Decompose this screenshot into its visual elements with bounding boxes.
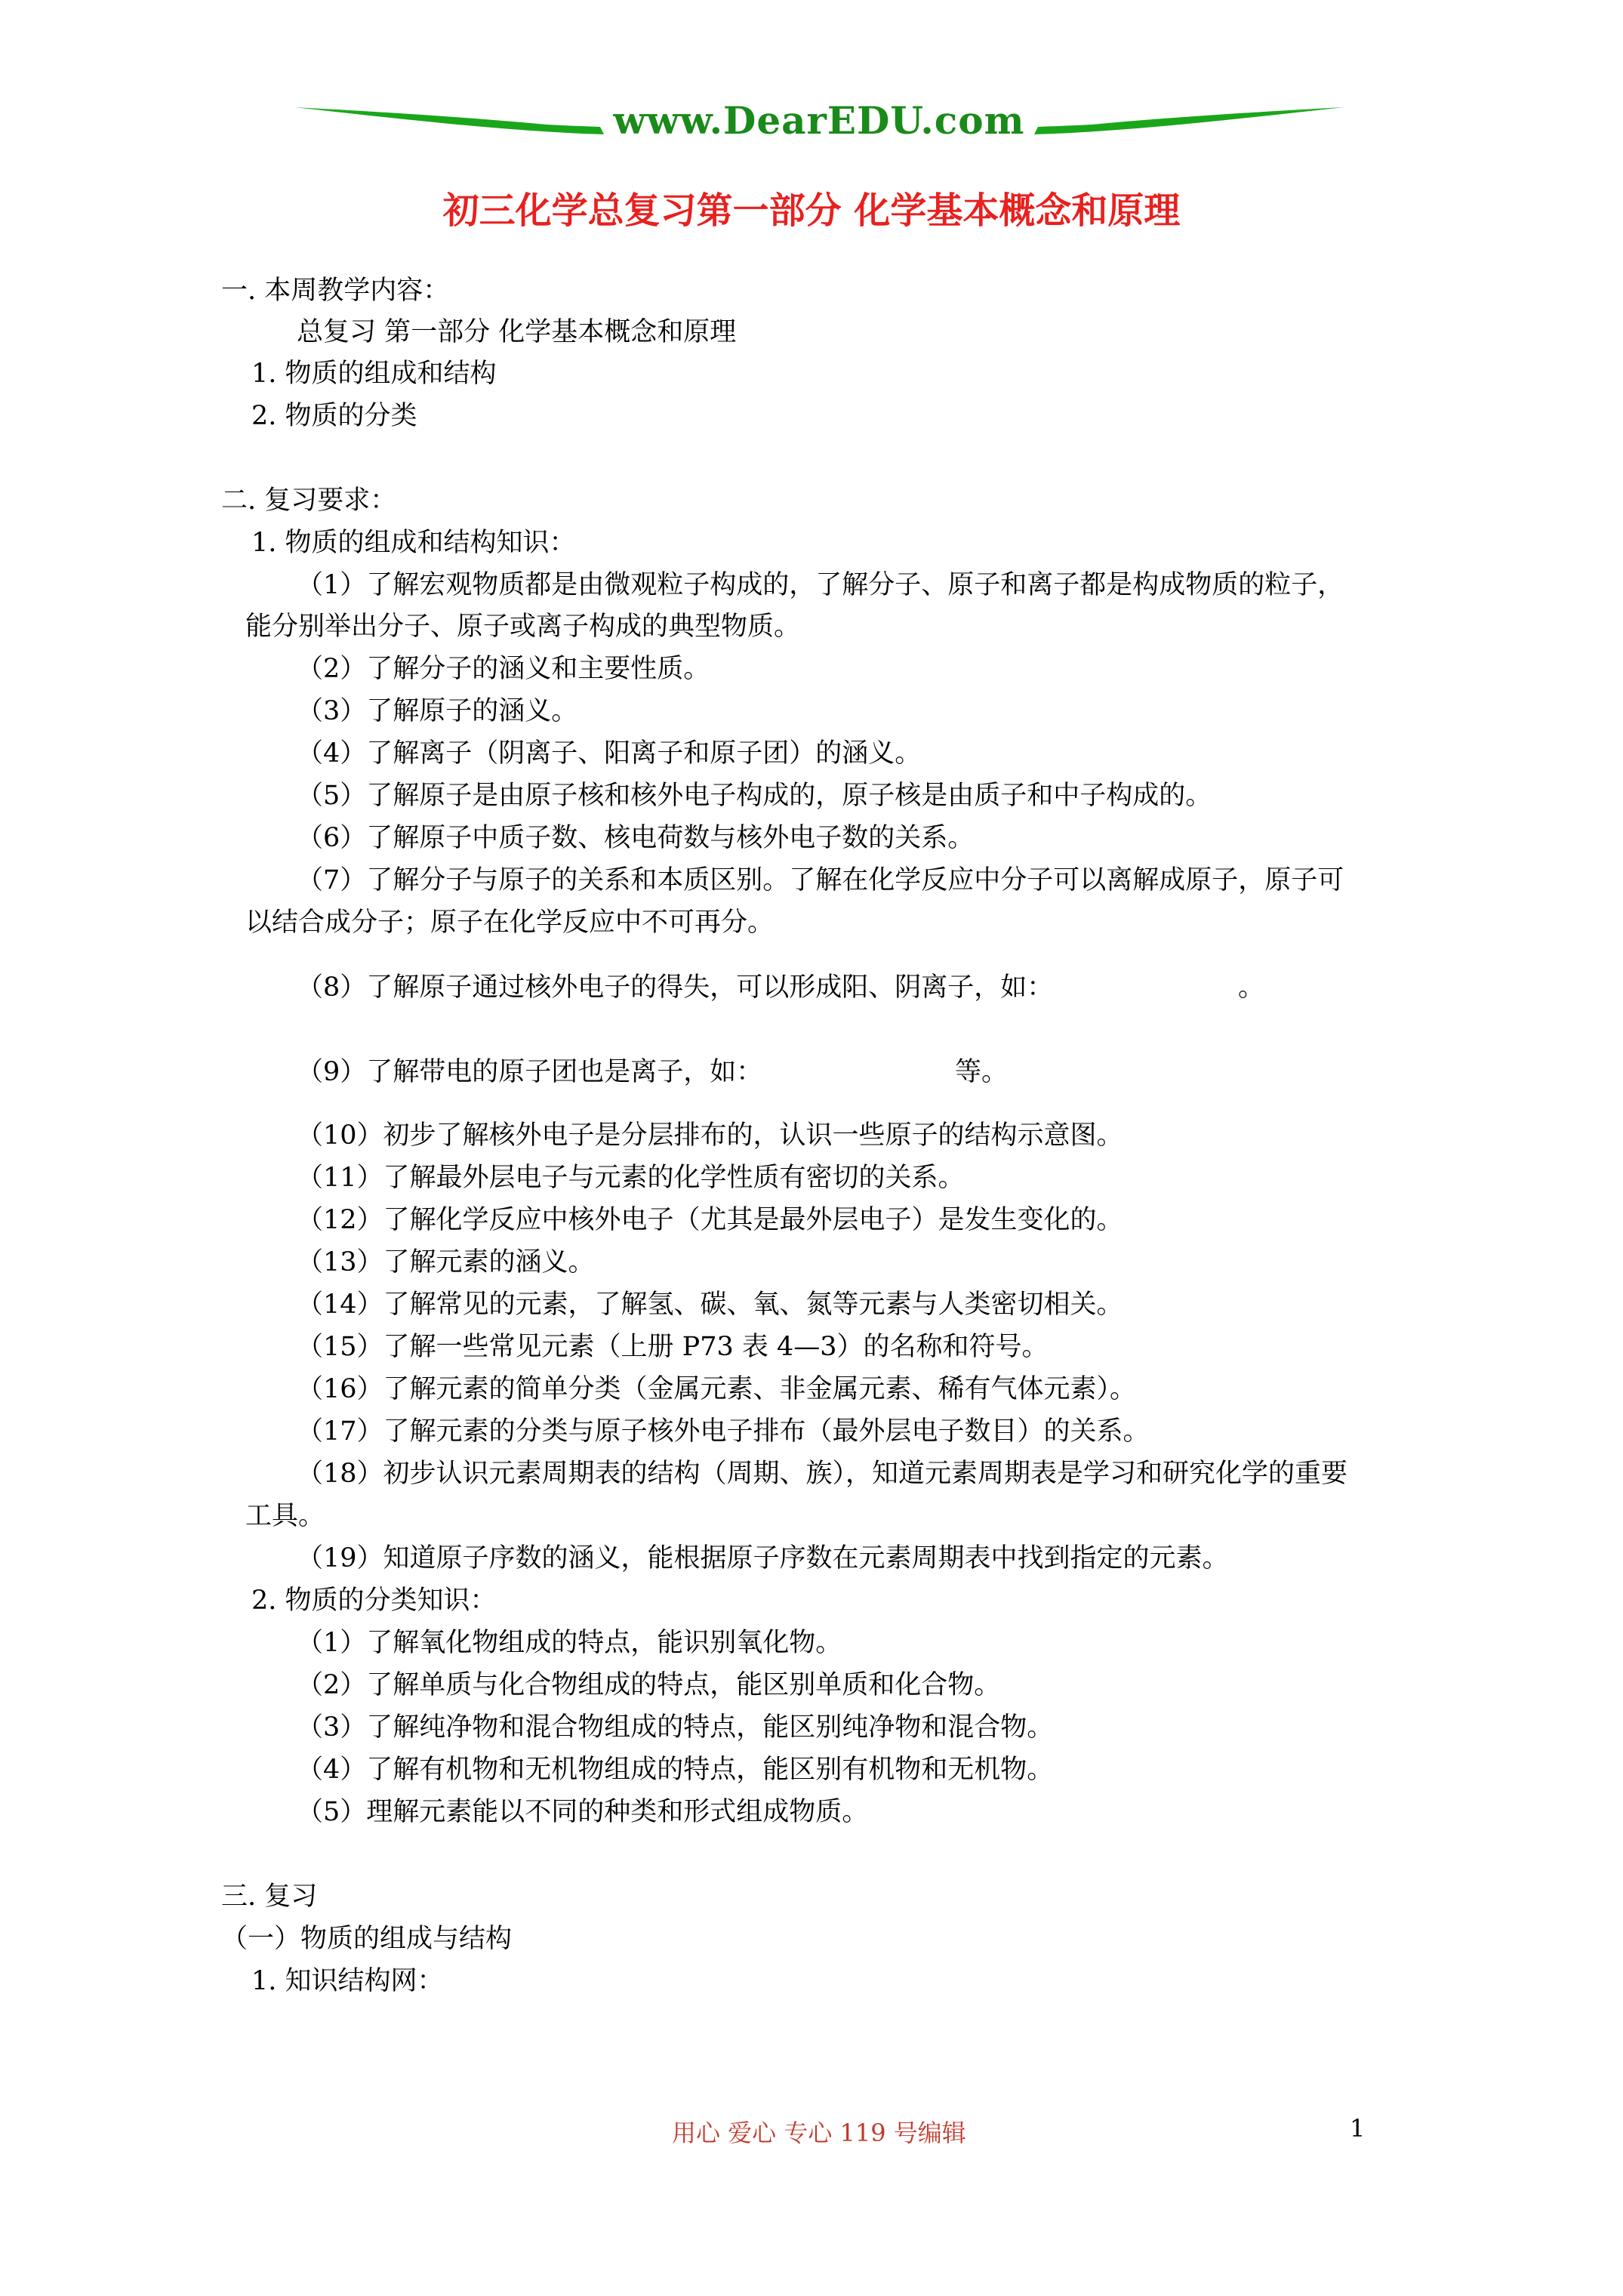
text-line: （4）了解离子（阴离子、阳离子和原子团）的涵义。 (297, 738, 922, 769)
list-item: 2. 物质的分类知识： (251, 1586, 497, 1616)
section-heading: 二. 复习要求： (221, 485, 397, 516)
text-line: 。 (1238, 972, 1265, 1003)
text-line: （5）理解元素能以不同的种类和形式组成物质。 (297, 1797, 869, 1827)
text-line: （3）了解纯净物和混合物组成的特点，能区别纯净物和混合物。 (297, 1712, 1054, 1743)
page-number: 1 (1350, 2114, 1366, 2143)
text-line: （19）知道原子序数的涵义，能根据原子序数在元素周期表中找到指定的元素。 (297, 1543, 1229, 1573)
text-line: （8）了解原子通过核外电子的得失，可以形成阳、阴离子，如： (297, 972, 1054, 1003)
text-line: （5）了解原子是由原子核和核外电子构成的，原子核是由质子和中子构成的。 (297, 781, 1212, 811)
text-line: （15）了解一些常见元素（上册 P73 表 4—3）的名称和符号。 (297, 1332, 1049, 1362)
text-line: （13）了解元素的涵义。 (297, 1247, 595, 1277)
logo-text: www.DearEDU.com (613, 98, 1025, 143)
text-line: （1）了解宏观物质都是由微观粒子构成的，了解分子、原子和离子都是构成物质的粒子， (297, 570, 1344, 600)
footer-text: 用心 爱心 专心 119 号编辑 (672, 2119, 966, 2147)
text-line: （3）了解原子的涵义。 (297, 696, 578, 726)
section-heading: 三. 复习 (221, 1881, 318, 1912)
page-title: 初三化学总复习第一部分 化学基本概念和原理 (442, 190, 1181, 232)
section-heading: 一. 本周教学内容： (221, 276, 450, 306)
text-line: （16）了解元素的简单分类（金属元素、非金属元素、稀有气体元素）。 (297, 1374, 1137, 1404)
text-line: （18）初步认识元素周期表的结构（周期、族），知道元素周期表是学习和研究化学的重要 (297, 1459, 1348, 1489)
text-line: （17）了解元素的分类与原子核外电子排布（最外层电子数目）的关系。 (297, 1416, 1150, 1447)
list-item: 1. 物质的组成和结构 (251, 359, 497, 389)
text-line: （11）了解最外层电子与元素的化学性质有密切的关系。 (297, 1163, 965, 1193)
text-line: （6）了解原子中质子数、核电荷数与核外电子数的关系。 (297, 823, 975, 853)
text-line: （2）了解分子的涵义和主要性质。 (297, 654, 710, 684)
text-line: （9）了解带电的原子团也是离子，如： (297, 1057, 763, 1087)
text-line: 工具。 (245, 1501, 325, 1531)
text-line: 等。 (955, 1057, 1009, 1087)
text-line: （2）了解单质与化合物组成的特点，能区别单质和化合物。 (297, 1670, 1001, 1700)
text-line: （10）初步了解核外电子是分层排布的，认识一些原子的结构示意图。 (297, 1120, 1123, 1151)
list-item: 2. 物质的分类 (251, 401, 417, 431)
text-line: 总复习 第一部分 化学基本概念和原理 (297, 317, 737, 347)
text-line: （4）了解有机物和无机物组成的特点，能区别有机物和无机物。 (297, 1755, 1054, 1785)
text-line: （12）了解化学反应中核外电子（尤其是最外层电子）是发生变化的。 (297, 1205, 1123, 1235)
subsection-heading: （一）物质的组成与结构 (221, 1924, 513, 1954)
text-line: （14）了解常见的元素，了解氢、碳、氧、氮等元素与人类密切相关。 (297, 1290, 1123, 1320)
text-line: 以结合成分子；原子在化学反应中不可再分。 (245, 908, 775, 938)
list-item: 1. 知识结构网： (251, 1966, 444, 1996)
text-line: 能分别举出分子、原子或离子构成的典型物质。 (245, 612, 801, 642)
text-line: （1）了解氧化物组成的特点，能识别氧化物。 (297, 1628, 842, 1658)
site-logo (294, 91, 1344, 162)
list-item: 1. 物质的组成和结构知识： (251, 528, 576, 558)
text-line: （7）了解分子与原子的关系和本质区别。了解在化学反应中分子可以离解成原子，原子可 (297, 865, 1344, 895)
